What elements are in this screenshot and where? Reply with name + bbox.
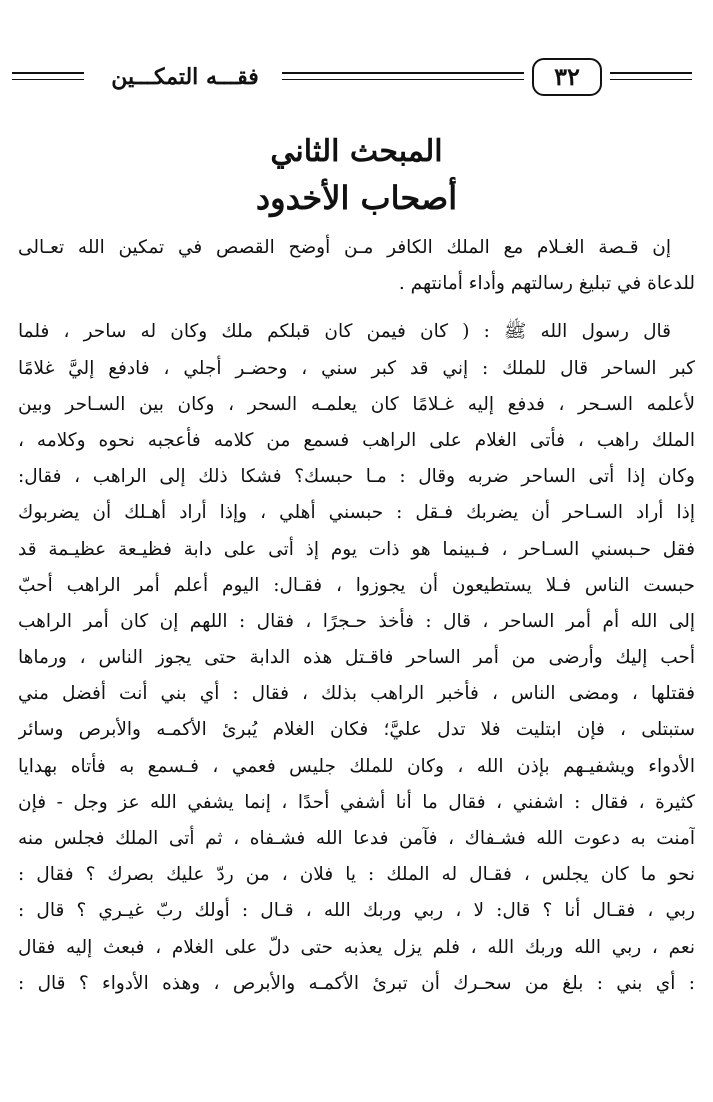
chapter-title: أصحاب الأخدود [255,179,458,217]
text-line: آمنت به دعوت الله فشـفاك ، فآمن فدعا الله فشـفاه ، ثم أتى الملك فجلس منه [18,828,695,849]
body-text [18,230,695,1002]
running-header [10,52,703,102]
header-rule-left-top [12,72,84,74]
page-number: ٣٢ [532,58,602,96]
text-line: : أي بني : بلغ من سحـرك أن تبرئ الأكمـه والأبرص ، وهذه الأدواء ؟ قال : [18,972,695,994]
text-line: كثيرة ، فقال : اشفني ، فقال ما أنا أشفي أحدًا ، إنما يشفي الله عز وجل - فإن [18,791,695,813]
text-line: ستبتلى ، فإن ابتليت فلا تدل عليَّ؛ فكان الغلام يُبرئ الأكمـه والأبرص وسائر [18,719,695,741]
header-rule-middle-top [282,72,524,74]
paragraph-intro [18,230,695,302]
text-line: قال رسول الله ﷺ : ( كان فيمن كان قبلكم ملك وكان له ساحر ، فلما [18,321,671,343]
header-rule-left-bottom [12,79,84,80]
text-line: لأعلمه السـحر ، فدفع إليه غـلامًا كان يعلمـه السحر ، وكان بين السـاحر وبين [18,393,695,415]
text-line: فقل حـبسني السـاحر ، فـبينما هو ذات يوم إذ أتى على دابة فظيـعة عظيـمة قد [18,538,695,560]
header-rule-right-bottom [610,79,692,80]
text-line: كبر الساحر قال للملك : إني قد كبر سني ، وحضـر أجلي ، فادفع إليَّ غلامًا [18,357,695,379]
header-rule-right-top [610,72,692,74]
book-title: فقـــه التمكـــين [111,64,259,90]
text-line: وكان إذا أتى الساحر ضربه وقال : مـا حبسك؟ فشكا ذلك إلى الراهب ، فقال: [18,466,695,488]
text-line: إن قـصة الغـلام مع الملك الكافر مـن أوضح القصص في تمكين الله تعـالى [18,237,671,258]
text-line: إلى الله أم أمر الساحر ، قال : فأخذ حـجرًا ، فقال : اللهم إن كان أمر الراهب [18,610,695,632]
paragraph-hadith [18,314,695,1002]
text-line: فقتلها ، ومضى الناس ، فأخبر الراهب بذلك ، فقال : أي بني أنت أفضل مني [18,683,695,705]
paragraph-gap [18,302,695,314]
text-line: حبست الناس فـلا يستطيعون أن يجوزوا ، فقـال: اليوم أعلم أمر الراهب أحبّ [18,574,695,596]
text-line: للدعاة في تبليغ رسالتهم وأداء أمانتهم . [398,273,695,295]
text-line: نعم ، ربي الله وربك الله ، فلم يزل يعذبه حتى دلّ على الغلام ، فبعث إليه فقال [18,936,695,958]
section-heading: المبحث الثاني [270,134,443,169]
text-line: الملك راهب ، فأتى الغلام على الراهب فسمع من كلامه فأعجبه نحوه وكلامه ، [18,429,695,451]
text-line: ربي ، فقـال أنا ؟ قال: لا ، ربي وربك الله ، قـال : أولك ربّ غيـري ؟ قال : [18,900,695,922]
text-line: أحب إليك وأرضى من أمر الساحر فاقـتل هذه الدابة حتى يجوز الناس ، ورماها [18,647,695,669]
text-line: الأدواء ويشفيـهم بإذن الله ، وكان للملك جليس فعمي ، فـسمع به فأتاه بهدايا [18,755,695,777]
text-line: نحو ما كان يجلس ، فقـال له الملك : يا فلان ، من ردّ عليك بصرك ؟ فقال : [18,864,695,886]
header-rule-middle-bottom [282,79,524,80]
text-line: إذا أراد السـاحر أن يضربك فـقل : حبسني أهلي ، وإذا أراد أهـلك أن يضربوك [18,502,695,524]
